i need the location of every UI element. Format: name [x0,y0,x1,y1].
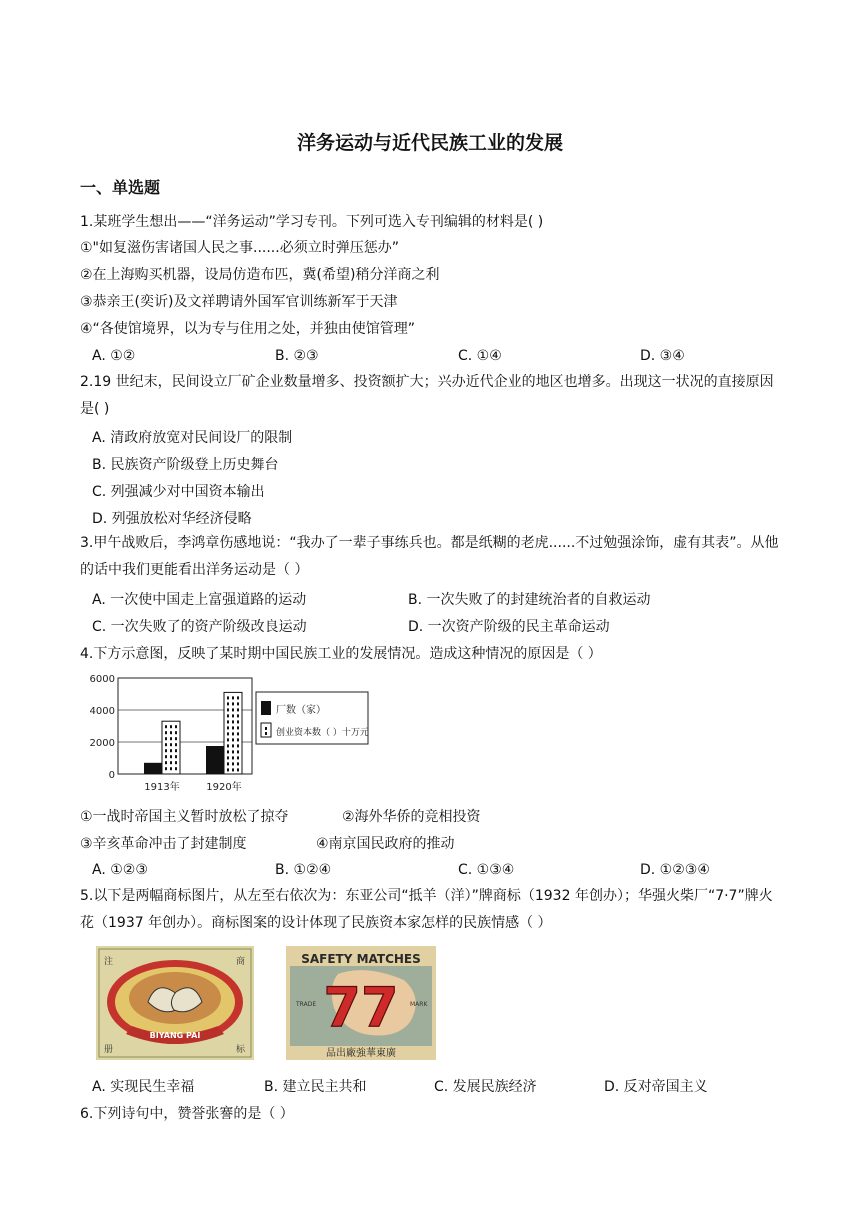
question-1-option-a[interactable]: A. ①② [92,348,136,364]
question-1-item-3: ③恭亲王(奕䜣)及文祥聘请外国军官训练新军于天津 [80,294,398,310]
question-2-option-d[interactable]: D. 列强放松对华经济侵略 [92,511,252,527]
question-1-option-b[interactable]: B. ②③ [275,348,319,364]
question-1-item-1: ①"如复滋伤害诸国人民之事......必须立时弹压惩办” [80,240,399,256]
chart-bar-factories [206,746,224,774]
question-4-item-4: ④南京国民政府的推动 [316,836,455,852]
matches-bottom-text: 品出廠強華東廣 [326,1048,396,1059]
safety-matches-image [286,946,436,1060]
question-2-stem: 2.19 世纪末，民间设立厂矿企业数量增多、投资额扩大；兴办近代企业的地区也增多。出现这一状况的直接原因是( ) [80,374,774,417]
trademark-corner-ce: 册 [104,1045,114,1055]
question-4-item-2: ②海外华侨的竞相投资 [342,809,481,825]
question-2-option-a[interactable]: A. 清政府放宽对民间设厂的限制 [92,430,293,446]
chart-bar-factories [144,763,162,774]
question-4-stem: 4.下方示意图，反映了某时期中国民族工业的发展情况。造成这种情况的原因是（ ） [80,646,602,662]
chart-y-tick-label: 0 [108,770,115,781]
question-4-option-b[interactable]: B. ①②④ [275,862,332,878]
industry-bar-chart [88,670,378,796]
trademark-corner-shang: 商 [236,957,246,967]
question-2-option-b[interactable]: B. 民族资产阶级登上历史舞台 [92,457,279,473]
chart-y-tick-label: 2000 [89,738,115,749]
trademark-corner-biao: 标 [236,1045,246,1055]
trademark-brand-text: BIYANG PAI [149,1031,201,1040]
question-1-item-2: ②在上海购买机器，设局仿造布匹，冀(希望)稍分洋商之利 [80,267,440,283]
question-2-option-c[interactable]: C. 列强减少对中国资本输出 [92,484,265,500]
question-5-option-b[interactable]: B. 建立民主共和 [264,1079,367,1095]
question-1-option-d[interactable]: D. ③④ [640,348,685,364]
question-1-item-4: ④“各使馆境界，以为专与住用之处，并独由使馆管理” [80,321,416,337]
question-4-option-a[interactable]: A. ①②③ [92,862,148,878]
question-5-stem: 5.以下是两幅商标图片，从左至右依次为：东亚公司“抵羊（洋）”牌商标（1932 年创办）；华强火柴厂“7·7”牌火花（1937 年创办）。商标图案的设计体现了民族资本家怎样的民族情感（ ） [80,888,773,931]
chart-y-tick-label: 4000 [89,706,115,717]
matches-title: SAFETY MATCHES [301,952,421,966]
section-heading: 一、单选题 [80,178,161,197]
question-4-item-1: ①一战时帝国主义暂时放松了掠夺 [80,809,289,825]
question-1-option-c[interactable]: C. ①④ [458,348,502,364]
page-title: 洋务运动与近代民族工业的发展 [296,132,563,154]
question-4-option-d[interactable]: D. ①②③④ [640,862,710,878]
question-3-stem: 3.甲午战败后，李鸿章伤感地说：“我办了一辈子事练兵也。都是纸糊的老虎......不过勉强涂饰，虚有其表”。从他的话中我们更能看出洋务运动是（ ） [80,535,779,578]
question-3-option-b[interactable]: B. 一次失败了的封建统治者的自救运动 [408,592,651,608]
trademark-corner-zhu: 注 [104,957,114,967]
question-1-stem: 1.某班学生想出——“洋务运动”学习专刊。下列可选入专刊编辑的材料是( ) [80,214,544,230]
chart-y-tick-label: 6000 [89,674,115,685]
question-4-item-3: ③辛亥革命冲击了封建制度 [80,836,247,852]
matches-mark-label: MARK [410,1001,428,1008]
question-5-option-d[interactable]: D. 反对帝国主义 [604,1079,708,1095]
question-5-option-c[interactable]: C. 发展民族经济 [434,1079,537,1095]
biyang-trademark-image [96,946,254,1060]
chart-legend-label-factories: 厂数（家） [276,705,326,716]
question-3-option-c[interactable]: C. 一次失败了的资产阶级改良运动 [92,619,307,635]
matches-number: 77 [323,976,399,1039]
chart-x-tick-label: 1913年 [144,782,180,793]
question-3-option-a[interactable]: A. 一次使中国走上富强道路的运动 [92,592,307,608]
question-3-option-d[interactable]: D. 一次资产阶级的民主革命运动 [408,619,610,635]
chart-x-tick-label: 1920年 [206,782,242,793]
question-5-option-a[interactable]: A. 实现民生幸福 [92,1079,195,1095]
chart-legend-swatch-factories [261,701,271,715]
matches-trade-label: TRADE [296,1001,317,1008]
chart-legend-label-capital: 创业资本数（ ）十万元 [276,728,369,738]
question-6-stem: 6.下列诗句中，赞誉张謇的是（ ） [80,1106,294,1122]
question-4-option-c[interactable]: C. ①③④ [458,862,515,878]
chart-bar-capital [162,721,180,774]
